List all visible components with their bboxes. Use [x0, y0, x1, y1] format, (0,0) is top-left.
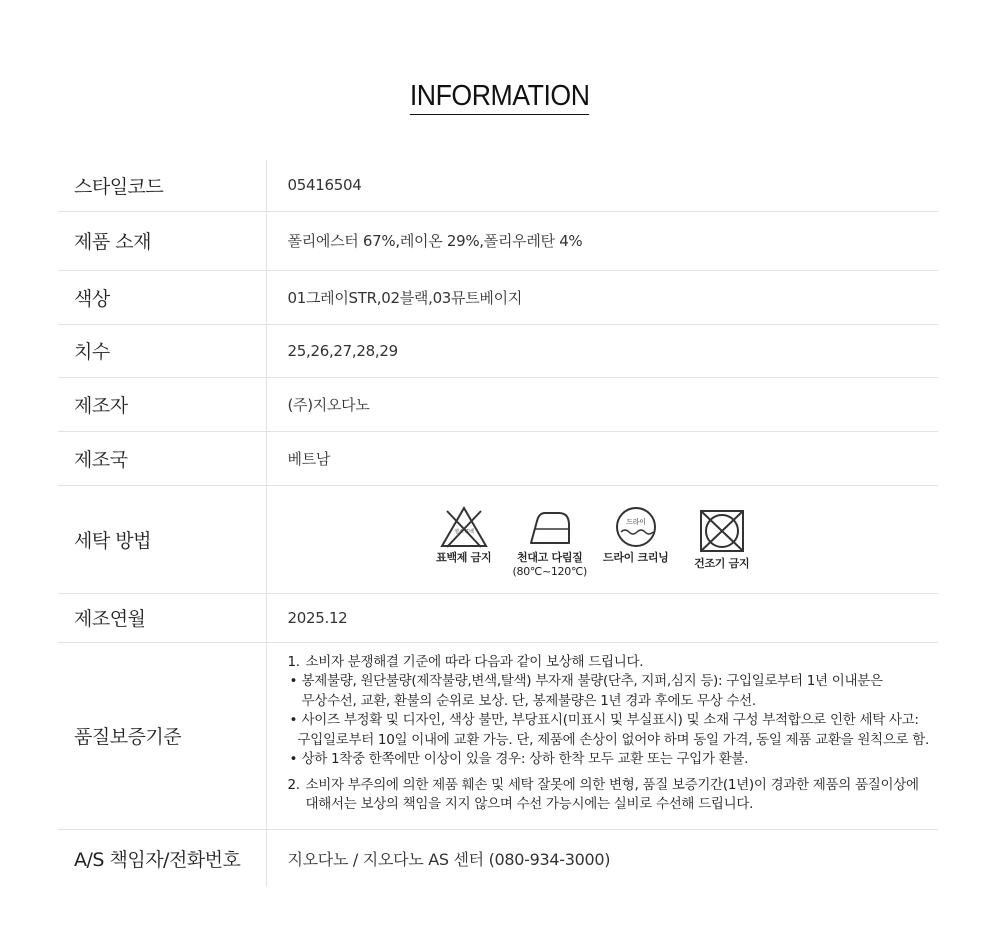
iron-icon: [525, 505, 575, 549]
row-label: 제품 소재: [58, 211, 266, 270]
row-as-contact: [58, 829, 938, 887]
row-value: 지오다노 / 지오다노 AS 센터 (080-934-3000): [287, 849, 611, 869]
row-label: 색상: [58, 270, 266, 324]
item-continuation: 대해서는 보상의 책임을 지지 않으며 수선 가능시에는 실비로 수선해 드립니다.: [305, 796, 754, 812]
row-value: 25,26,27,28,29: [287, 341, 398, 360]
item-text: 소비자 분쟁해결 기준에 따라 다음과 같이 보상해 드립니다.: [305, 653, 644, 670]
care-item-no-tumble-dry: [679, 505, 765, 571]
dry-clean-icon: [611, 505, 661, 549]
care-subcaption: (80℃~120℃): [512, 564, 587, 578]
title-wrap: [0, 80, 1000, 115]
item-number: 2.: [287, 776, 300, 793]
quality-cell: [266, 642, 938, 829]
dry-clean-inner-text: 드라이: [626, 517, 646, 526]
row-label: 세탁 방법: [58, 485, 266, 593]
row-label: 품질보증기준: [58, 642, 266, 829]
row-color: [58, 270, 938, 324]
row-style-code: [58, 160, 938, 211]
row-label: 스타일코드: [58, 160, 266, 211]
row-label: 제조자: [58, 377, 266, 431]
quality-bullet-2: [288, 711, 939, 731]
row-value: 05416504: [287, 176, 362, 195]
quality-item-1: [288, 653, 939, 673]
row-value: (주)지오다노: [287, 395, 370, 414]
quality-text: [288, 647, 939, 825]
no-tumble-dry-icon: [697, 505, 747, 555]
no-bleach-icon: [439, 505, 489, 549]
page-title: INFORMATION: [410, 80, 590, 115]
quality-bullet-3: [288, 750, 939, 770]
care-caption: 천대고 다림질: [517, 550, 583, 564]
row-size: [58, 324, 938, 377]
row-material: [58, 211, 938, 270]
bullet-text: 상하 1착중 한쪽에만 이상이 있을 경우: 상하 한착 모두 교환 또는 구입가 환불.: [301, 751, 749, 767]
care-caption: 표백제 금지: [436, 550, 492, 564]
care-caption: 드라이 크리닝: [603, 550, 669, 564]
row-value: 01그레이STR,02블랙,03뮤트베이지: [287, 288, 523, 307]
bullet: •: [289, 673, 298, 689]
info-table: [58, 160, 938, 887]
row-label: 치수: [58, 324, 266, 377]
washing-icons-cell: [266, 485, 938, 593]
row-label: 제조국: [58, 431, 266, 485]
row-manufacture-date: [58, 593, 938, 642]
care-icons: [248, 501, 939, 578]
bullet: •: [289, 712, 298, 728]
bullet: •: [289, 751, 298, 767]
row-washing: [58, 485, 938, 593]
row-country: [58, 431, 938, 485]
quality-item-2: [288, 776, 939, 796]
bullet-text: 사이즈 부정확 및 디자인, 색상 불만, 부당표시(미표시 및 부실표시) 및 소재 구성 부적합으로 인한 세탁 사고:: [301, 712, 919, 728]
care-item-no-bleach: [421, 505, 507, 565]
row-label: 제조연월: [58, 593, 266, 642]
care-item-dry-clean: [593, 505, 679, 565]
bullet-continuation: 무상수선, 교환, 환불의 순위로 보상. 단, 봉제불량은 1년 경과 후에도 무상 수선.: [301, 692, 756, 709]
item-text: 소비자 부주의에 의한 제품 훼손 및 세탁 잘못에 의한 변형, 품질 보증기간(1년)이 경과한 제품의 품질이상에: [305, 776, 919, 793]
row-value: 폴리에스터 67%,레이온 29%,폴리우레탄 4%: [287, 232, 583, 250]
row-manufacturer: [58, 377, 938, 431]
quality-bullet-1: [288, 672, 939, 692]
care-item-iron: [507, 505, 593, 578]
bleach-inner-text: 염소 표백: [454, 528, 474, 535]
row-value: 2025.12: [287, 608, 348, 627]
bullet-text: 봉제불량, 원단불량(제작불량,변색,탈색) 부자재 불량(단추, 지퍼,심지 등): 구입일로부터 1년 이내분은: [301, 673, 883, 689]
row-value: 베트남: [287, 449, 331, 468]
row-label: A/S 책임자/전화번호: [58, 829, 266, 887]
care-caption: 건조기 금지: [694, 556, 750, 570]
row-quality: [58, 642, 938, 829]
item-number: 1.: [287, 653, 300, 670]
bullet-continuation: 구입일로부터 10일 이내에 교환 가능. 단, 제품에 손상이 없어야 하며 동일 가격, 동일 제품 교환을 원칙으로 함.: [297, 731, 930, 748]
